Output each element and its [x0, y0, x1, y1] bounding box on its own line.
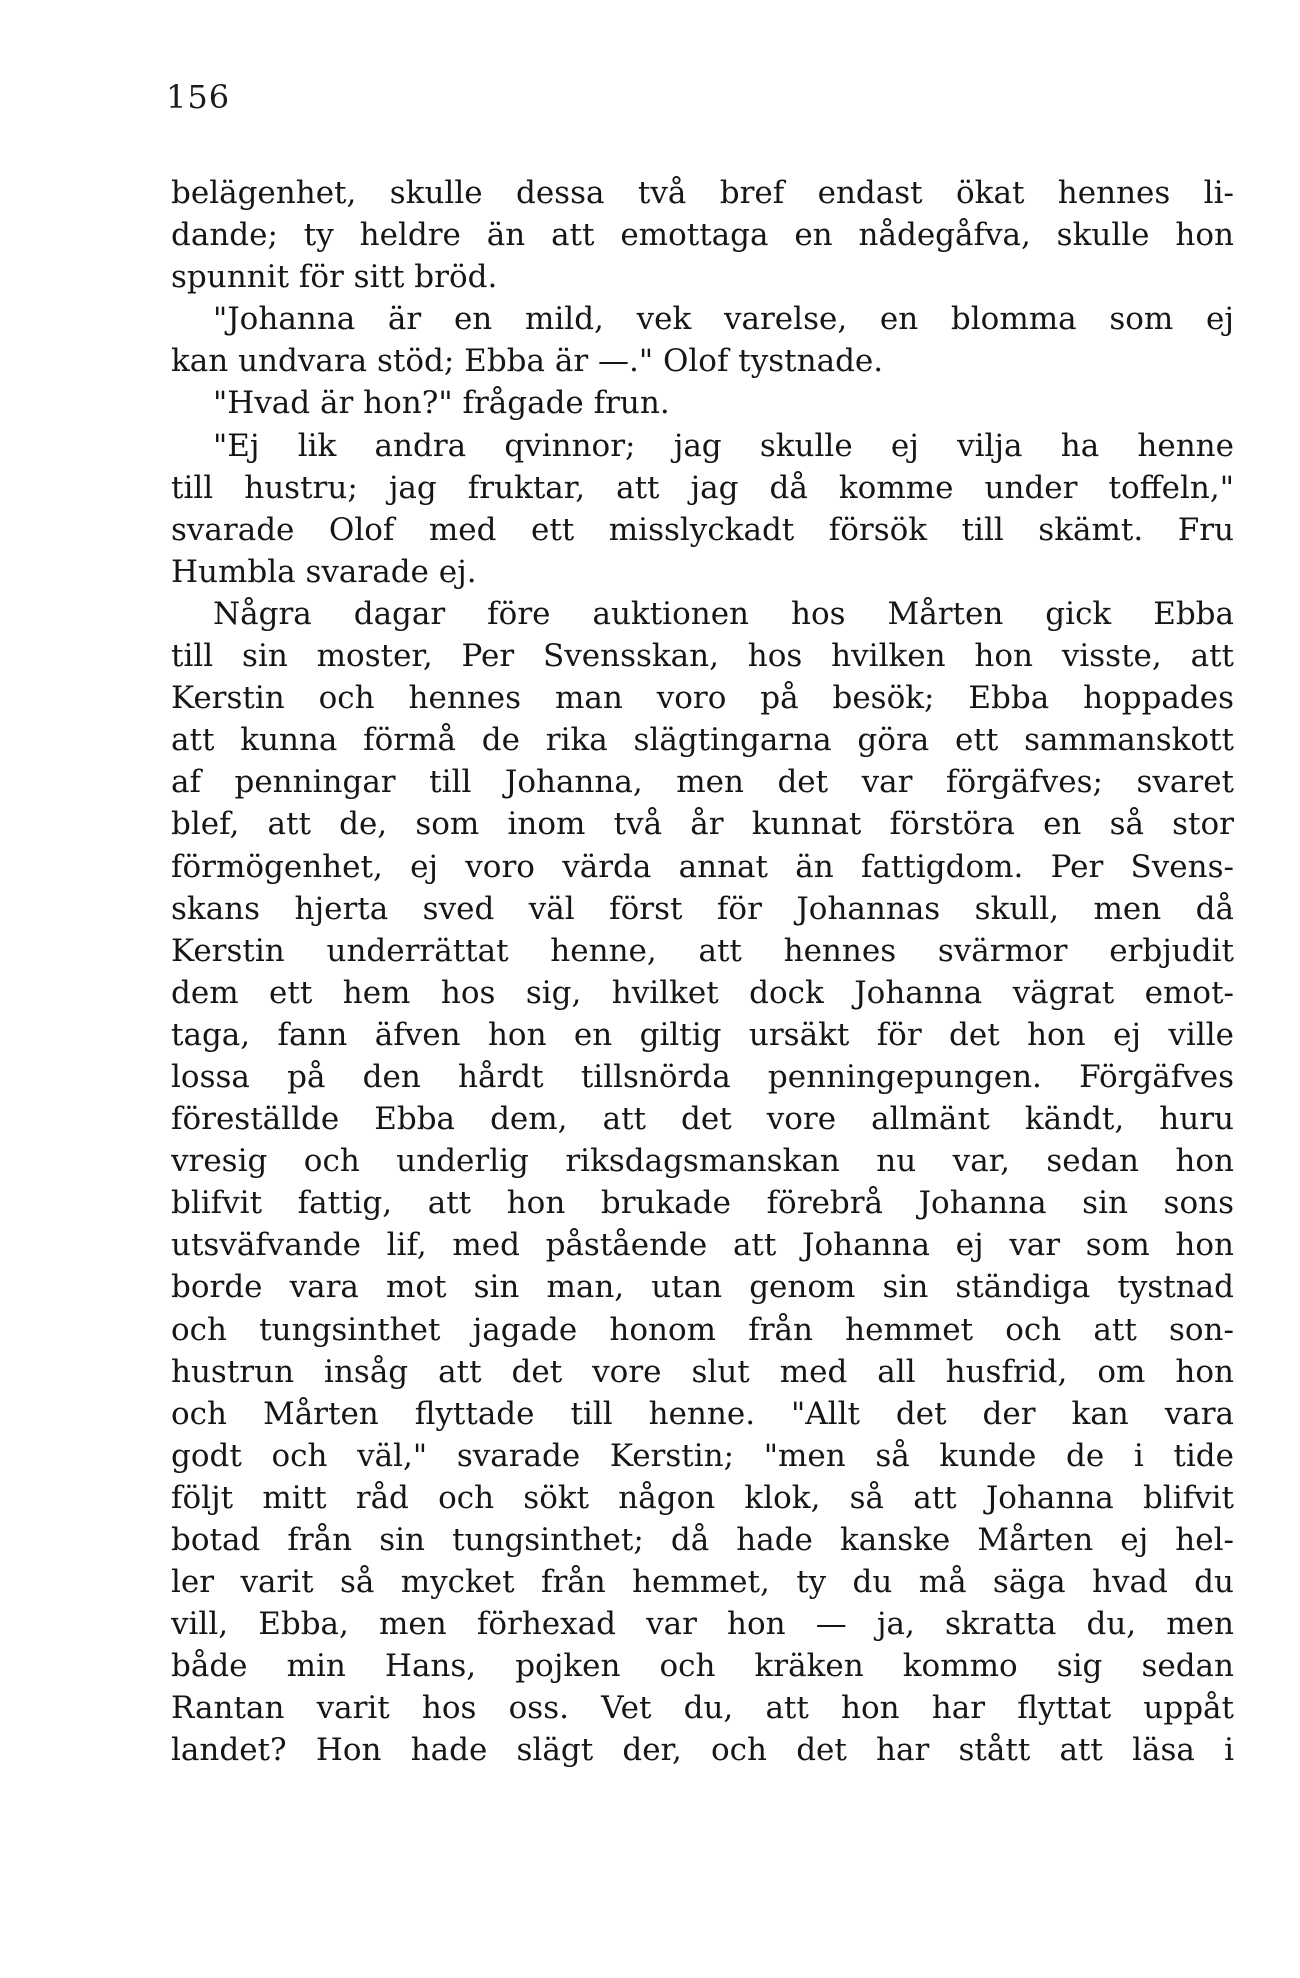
- text-line: blef, att de, som inom två år kunnat förstöra en så stor: [171, 806, 1234, 843]
- text-line: af penningar till Johanna, men det var förgäfves; svaret: [171, 764, 1234, 801]
- text-line: hustrun insåg att det vore slut med all husfrid, om hon: [171, 1353, 1234, 1390]
- text-line: borde vara mot sin man, utan genom sin ständiga tystnad: [171, 1269, 1234, 1306]
- text-line: Kerstin underrättat henne, att hennes svärmor erbjudit: [171, 932, 1234, 969]
- text-line: godt och väl," svarade Kerstin; "men så kunde de i tide: [171, 1437, 1234, 1474]
- text-line: svarade Olof med ett misslyckadt försök till skämt. Fru: [171, 511, 1234, 548]
- text-line: både min Hans, pojken och kräken kommo sig sedan: [171, 1648, 1234, 1685]
- text-line: Några dagar före auktionen hos Mårten gick Ebba: [213, 595, 1234, 632]
- text-line: vill, Ebba, men förhexad var hon — ja, skratta du, men: [171, 1606, 1234, 1643]
- text-line: skans hjerta sved väl först för Johannas skull, men då: [171, 890, 1234, 927]
- text-line: taga, fann äfven hon en giltig ursäkt för det hon ej ville: [171, 1016, 1234, 1053]
- text-line: föreställde Ebba dem, att det vore allmänt kändt, huru: [171, 1101, 1234, 1138]
- text-line: "Johanna är en mild, vek varelse, en blomma som ej: [213, 301, 1234, 338]
- text-line: vresig och underlig riksdagsmanskan nu var, sedan hon: [171, 1143, 1234, 1180]
- text-line: till hustru; jag fruktar, att jag då komme under toffeln,": [171, 469, 1234, 506]
- text-line: Kerstin och hennes man voro på besök; Ebba hoppades: [171, 680, 1234, 717]
- text-line: till sin moster, Per Svensskan, hos hvilken hon visste, att: [171, 638, 1234, 675]
- text-line: botad från sin tungsinthet; då hade kanske Mårten ej hel-: [171, 1522, 1234, 1558]
- text-line: förmögenhet, ej voro värda annat än fattigdom. Per Svens-: [171, 848, 1234, 885]
- text-line: lossa på den hårdt tillsnörda penningepungen. Förgäfves: [171, 1058, 1234, 1095]
- text-line: spunnit för sitt bröd.: [171, 259, 498, 296]
- text-line: belägenhet, skulle dessa två bref endast ökat hennes li-: [171, 175, 1234, 211]
- text-line: "Ej lik andra qvinnor; jag skulle ej vilja ha henne: [213, 427, 1234, 464]
- text-line: dem ett hem hos sig, hvilket dock Johanna vägrat emot-: [171, 974, 1234, 1011]
- text-line: blifvit fattig, att hon brukade förebrå Johanna sin sons: [171, 1185, 1234, 1222]
- page-number: 156: [166, 78, 231, 116]
- text-line: Rantan varit hos oss. Vet du, att hon har flyttat uppåt: [171, 1690, 1234, 1727]
- text-line: och Mårten flyttade till henne. "Allt det der kan vara: [171, 1395, 1234, 1432]
- text-line: dande; ty heldre än att emottaga en nådegåfva, skulle hon: [171, 217, 1234, 254]
- text-line: "Hvad är hon?" frågade frun.: [213, 385, 670, 422]
- text-line: Humbla svarade ej.: [171, 553, 477, 590]
- text-line: kan undvara stöd; Ebba är —." Olof tystnade.: [171, 343, 884, 380]
- text-line: landet? Hon hade slägt der, och det har stått att läsa i: [171, 1732, 1234, 1769]
- text-line: följt mitt råd och sökt någon klok, så att Johanna blifvit: [171, 1479, 1234, 1516]
- text-line: utsväfvande lif, med påstående att Johanna ej var som hon: [171, 1227, 1234, 1264]
- text-line: och tungsinthet jagade honom från hemmet och att son-: [171, 1311, 1234, 1348]
- text-line: att kunna förmå de rika slägtingarna göra ett sammanskott: [171, 722, 1234, 759]
- body-text: [171, 172, 1234, 1772]
- text-line: ler varit så mycket från hemmet, ty du må säga hvad du: [171, 1564, 1234, 1601]
